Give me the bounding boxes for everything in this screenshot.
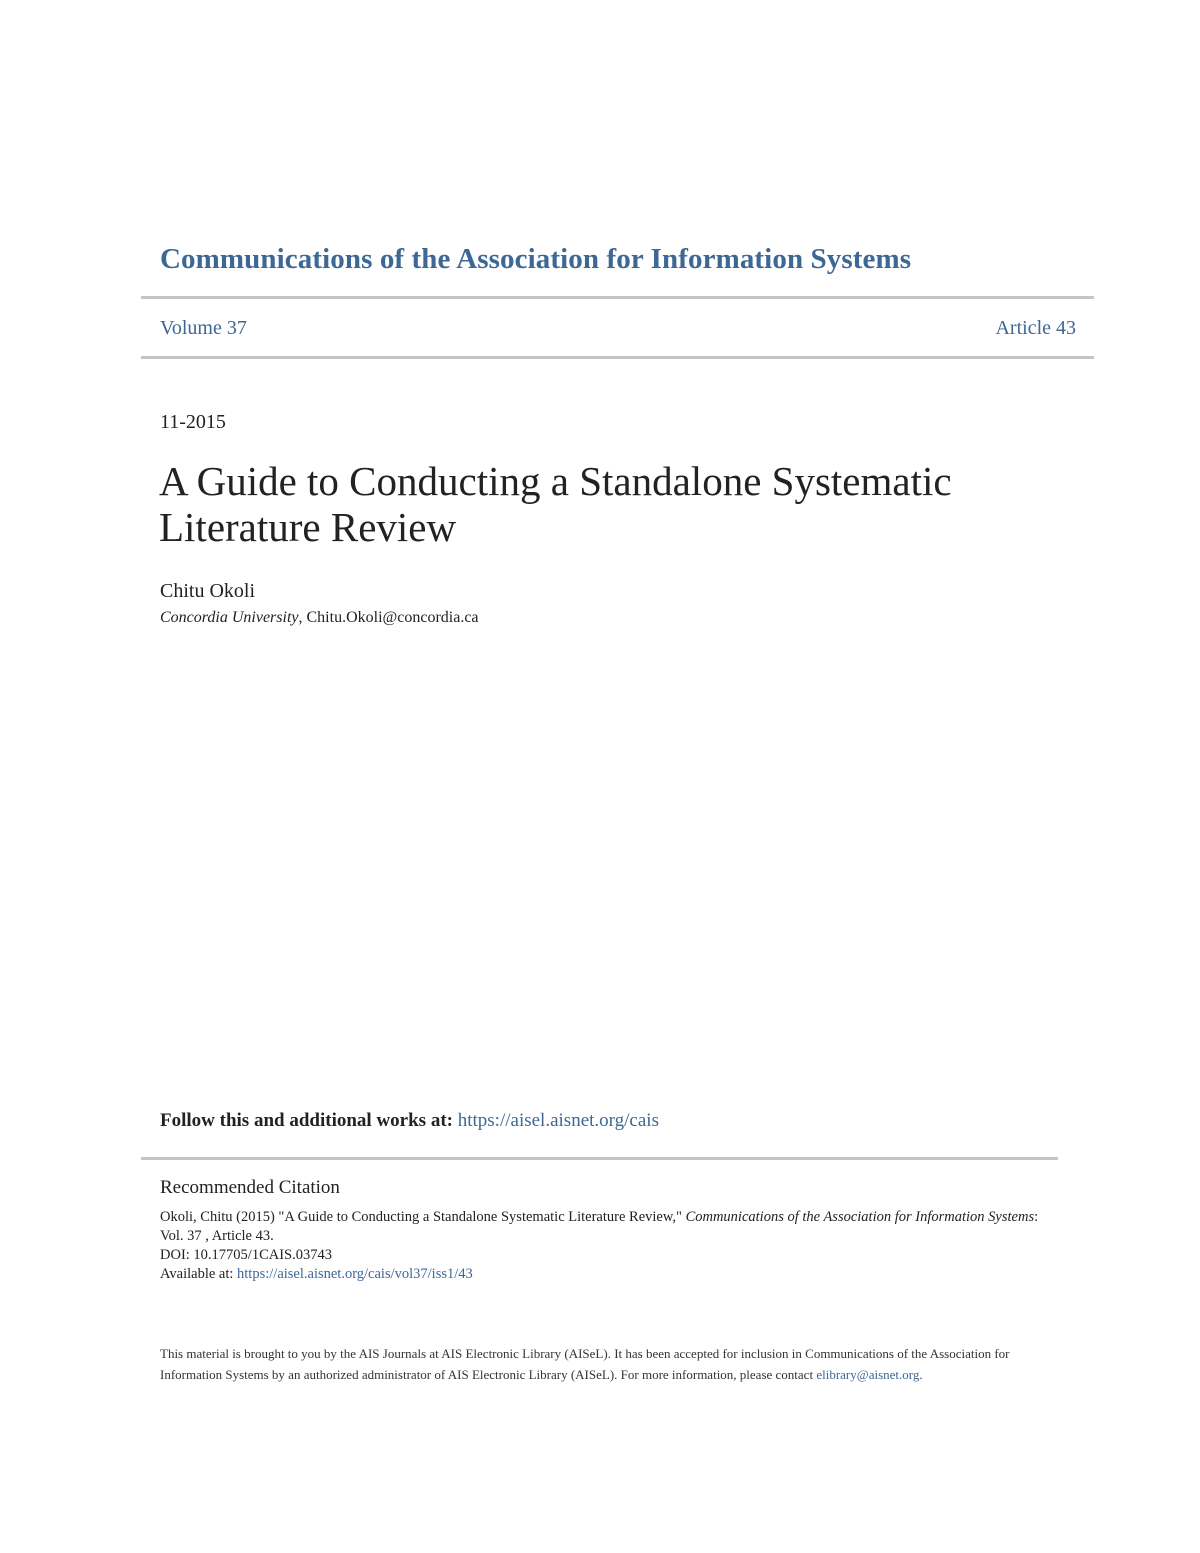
author-email: Chitu.Okoli@concordia.ca [306,609,479,626]
author-affiliation [160,609,479,627]
author-name: Chitu Okoli [160,580,256,602]
contact-email-link[interactable]: elibrary@aisnet.org [816,1367,920,1382]
citation-block [160,1208,1040,1284]
citation-url-link[interactable]: https://aisel.aisnet.org/cais/vol37/iss1/43 [237,1266,473,1282]
repository-notice [160,1343,1040,1385]
notice-text: This material is brought to you by the AIS Journals at AIS Electronic Library (AISeL). It has been accepted for inclusion in Communications of the Association for Information Systems by an authorized administrator of AIS Electronic Library (AISeL). For more information, please contact [160,1346,1010,1382]
citation-volume: : Vol. 37 , Article 43. [160,1209,1039,1244]
header-divider-top [141,296,1094,299]
follow-url-link[interactable]: https://aisel.aisnet.org/cais [457,1110,659,1131]
volume-link[interactable]: Volume 37 [160,317,247,339]
citation-authors-title: Okoli, Chitu (2015) "A Guide to Conducting a Standalone Systematic Literature Review," [160,1209,686,1225]
citation-journal: Communications of the Association for Information Systems [685,1209,1035,1225]
citation-doi: DOI: 10.17705/1CAIS.03743 [160,1247,332,1263]
affiliation-name: Concordia University [160,609,299,626]
citation-divider [141,1157,1058,1160]
article-link[interactable]: Article 43 [995,317,1076,339]
affiliation-separator: , [298,609,307,626]
paper-title: A Guide to Conducting a Standalone Systematic Literature Review [159,458,952,550]
citation-available-label: Available at: [160,1266,238,1282]
follow-label: Follow this and additional works at: [160,1110,453,1131]
recommended-citation-heading: Recommended Citation [160,1177,340,1198]
journal-title-link[interactable]: Communications of the Association for Information Systems [160,243,912,275]
notice-end: . [919,1367,923,1382]
publication-date: 11-2015 [160,411,226,433]
header-divider-bottom [141,356,1094,359]
follow-line [160,1110,659,1132]
